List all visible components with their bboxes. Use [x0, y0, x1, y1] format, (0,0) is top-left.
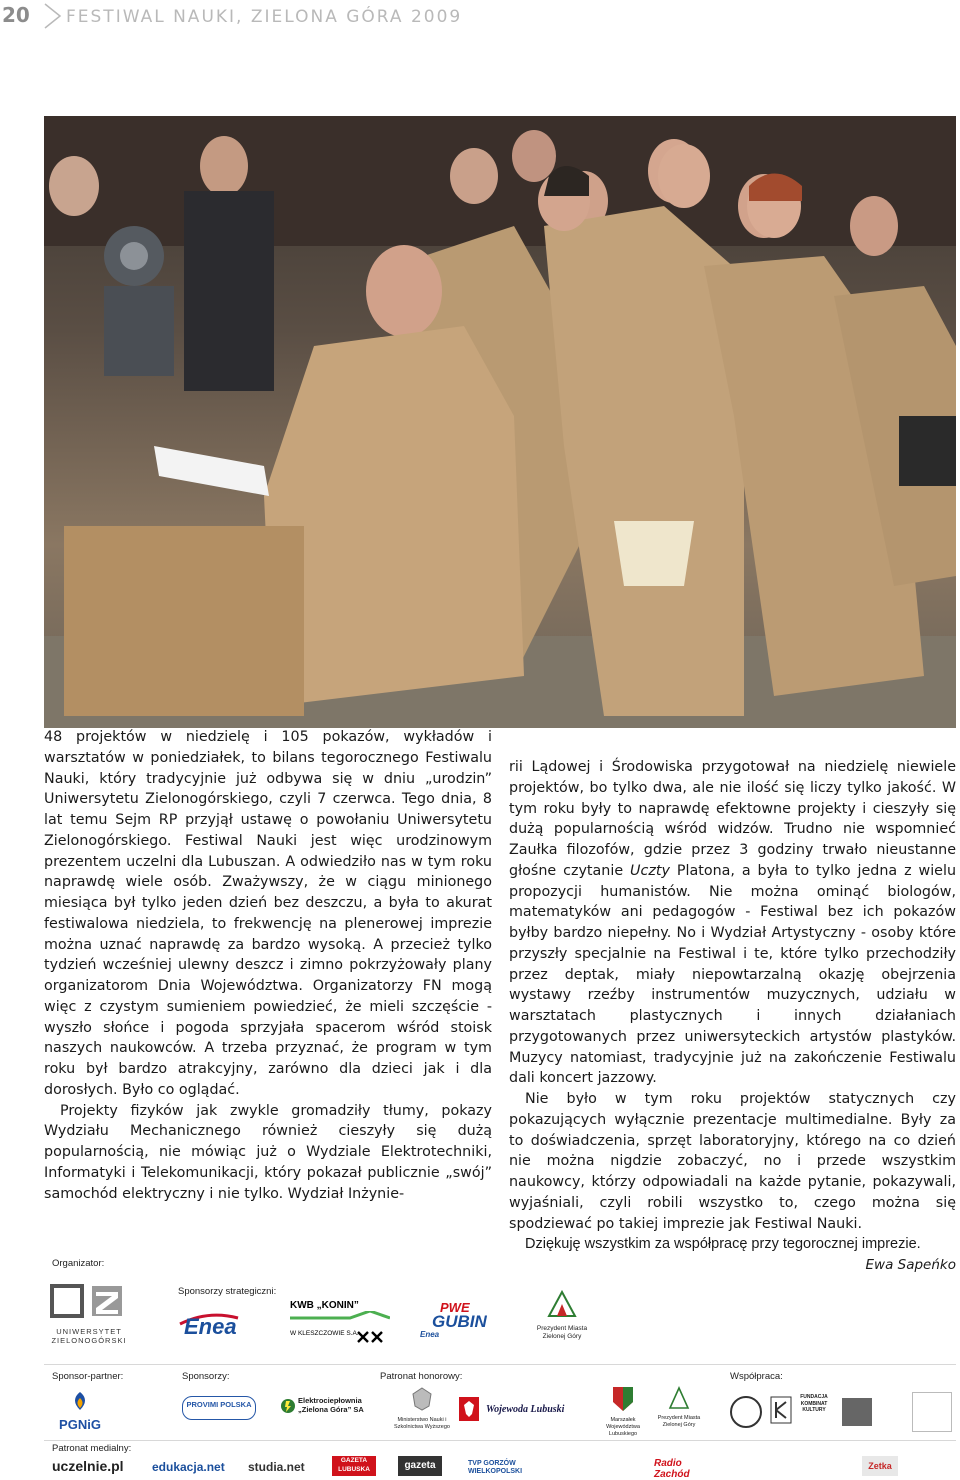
marszalek-logo-text: Marszałek Województwa Lubuskiego	[606, 1417, 640, 1437]
cooperation-grey-logo	[842, 1398, 872, 1426]
hammers-icon	[356, 1330, 386, 1344]
kombinat-kultury-logo: FUNDACJA KOMBINAT KULTURY	[800, 1394, 828, 1413]
ministerstwo-logo	[392, 1386, 452, 1436]
uczelnie-logo: uczelnie.pl	[52, 1458, 124, 1474]
ck-mark-icon	[770, 1396, 792, 1424]
elektrocieplownia-logo-text: Elektrociepłownia „Zielona Góra” SA	[298, 1396, 364, 1414]
article-text: Platona, a była to tylko jedna z wielu propozycji humanistów. Nie można ominąć biologów, matematyków ani pedagogów - Festiwal bez ich pokazów byłby bardzo niepełny. No i Wydział Artystyczny - osoby które przyszły specjalnie na Festiwal i te, które tylko przechodziły przez deptak, miały niepowtarzalną okazję obejrzenia wystawy rzeźby instrumentów muzycznych, udziału w warsztatach plastycznych i innych działaniach przygotowanych przez uniwersyteckich artystów plastyków. Muzycy natomiast, tradycyjnie już na zakończenie Festiwalu dali koncert jazzowy.	[509, 862, 957, 1087]
kwb-logo-text: KWB „KONIN”	[290, 1300, 359, 1311]
article-text: rii Lądowej i Środowiska przygotował na niedzielę niewiele projektów, bo tylko dwa, ale nie ilość się liczy tylko jakość. W tym roku były to naprawdę efektowne projekty i cieszyły się dużą popularnością wśród widzów. Trudno nie wspomnieć Zaułka filozofów, gdzie przez 3 godziny trwało nieustanne głośne czytanie	[509, 759, 956, 879]
page-header	[0, 0, 960, 34]
sponsors-label: Sponsorzy:	[182, 1371, 230, 1382]
festival-photo	[44, 116, 956, 728]
wojewoda-logo	[458, 1396, 574, 1424]
zetka-logo: Zetka	[862, 1456, 898, 1476]
pgnig-logo-text: PGNiG	[59, 1417, 101, 1432]
ministerstwo-logo-text: Ministerstwo Nauki i Szkolnictwa Wyższego	[394, 1417, 450, 1430]
elektrocieplownia-logo	[280, 1394, 380, 1418]
pgnig-logo	[50, 1390, 110, 1430]
cooperation-round-logo	[730, 1396, 762, 1428]
edukacja-logo: edukacja.net	[152, 1460, 225, 1474]
gazeta-logo: gazeta	[398, 1456, 442, 1476]
gazeta-lubuska-logo: GAZETA LUBUSKA	[332, 1456, 376, 1476]
page-number: 20	[2, 3, 30, 27]
article-paragraph	[509, 757, 956, 1089]
cooperation-frame-logo	[912, 1392, 952, 1432]
media-separator	[44, 1440, 956, 1441]
thanks-line: Dziękuję wszystkim za współpracę przy tegorocznej imprezie.	[525, 1236, 921, 1253]
eagle-icon	[458, 1396, 480, 1422]
enea-logo	[178, 1310, 268, 1340]
uz-logo-text: UNIWERSYTET ZIELONOGÓRSKI	[51, 1327, 127, 1345]
kwb-konin-logo	[290, 1300, 390, 1344]
sponsor-separator	[44, 1364, 956, 1365]
city-crest-icon	[547, 1290, 577, 1320]
media-patronage-label: Patronat medialny:	[52, 1443, 132, 1454]
eagle-crest-icon	[411, 1386, 433, 1412]
marszalek-logo	[598, 1386, 648, 1436]
radio-zachod-logo: Radio Zachód	[654, 1458, 690, 1480]
flame-icon	[60, 1390, 100, 1412]
article-column-1	[44, 727, 492, 1204]
prezydent-logo-text: Prezydent Miasta Zielonej Góry	[536, 1325, 588, 1340]
coat-of-arms-icon	[612, 1386, 634, 1412]
eagle-emblem-icon	[44, 1282, 134, 1322]
enea-small-logo-text: Enea	[420, 1330, 440, 1339]
chevron-right-icon	[42, 2, 64, 30]
studia-logo: studia.net	[248, 1460, 305, 1474]
ck-logo	[770, 1396, 792, 1424]
author-signature: Ewa Sapeńko	[865, 1257, 956, 1273]
article-emphasis: Uczty	[630, 862, 670, 879]
wojewoda-logo-text: Wojewoda Lubuski	[486, 1404, 565, 1415]
article-column-2	[509, 757, 956, 1276]
organizer-label: Organizator:	[52, 1258, 105, 1269]
kwb-band-icon	[290, 1311, 390, 1325]
provimi-logo	[182, 1396, 256, 1420]
prezydent-logo	[532, 1290, 592, 1350]
prezydent-small-logo	[654, 1386, 704, 1436]
city-crest-icon	[668, 1386, 690, 1410]
honorary-patronage-label: Patronat honorowy:	[380, 1371, 463, 1382]
uz-logo	[44, 1282, 134, 1346]
pwe-gubin-logo	[418, 1300, 508, 1342]
gubin-logo-text: GUBIN	[432, 1312, 487, 1331]
enea-logo-text: Enea	[184, 1314, 237, 1339]
article-paragraph: Projekty fizyków jak zwykle gromadziły tłumy, pokazy Wydziału Mechanicznego również cieszyły się dużą popularnością, nie mówiąc już o Wydziale Elektrotechniki, Informatyki i Telekomunikacji, który pokazał publicznie „swój” samochód elektryczny i nie tylko. Wydział Inżynie-	[44, 1102, 492, 1202]
provimi-logo-text: PROVIMI POLSKA	[186, 1400, 252, 1409]
power-plant-icon	[280, 1398, 296, 1414]
tvp-logo: TVP GORZÓW WIELKOPOLSKI	[468, 1460, 523, 1475]
cooperation-label: Współpraca:	[730, 1371, 783, 1382]
strategic-sponsors-label: Sponsorzy strategiczni:	[178, 1286, 277, 1297]
sponsor-partner-label: Sponsor-partner:	[52, 1371, 124, 1382]
article-paragraph: 48 projektów w niedzielę i 105 pokazów, wykładów i warsztatów w poniedziałek, to bilans tegorocznego Festiwalu Nauki, który tradycyjnie już odbywa się w dniu „urodzin” Uniwersytetu Zielonogórskiego, czyli 7 czerwca. Tego dnia, 8 lat temu Sejm RP przyjął ustawę o powołaniu Uniwersytetu Zielonogórskiego. Festiwal Nauki jest więc urodzinowym prezentem uczelni dla Lubuszan. A odwiedziło nas w tym roku naprawdę wiele osób. Zważywszy, że w ciągu minionego miesiąca był tylko jeden dzień bez deszczu, a była to akurat festiwalowa niedziela, to frekwencję na plenerowej imprezie można uznać naprawdę za bardzo wysoką. A przecież tylko tydzień wcześniej ulewny deszcz i zimno pokrzyżowały plany organizatorom Dnia Województwa. Organizatorzy FN mogą więc z czystym sumieniem powiedzieć, że mieli szczęście - wyszło słońce i pogoda sprzyjała spacerom wśród stoisk naszych naukowców. A trzeba przyznać, że program w tym roku był bardzo atrakcyjny, zarówno dla dzieci jak i dla dorosłych. Było co oglądać.	[44, 729, 492, 1098]
article-paragraph: Nie było w tym roku projektów statycznych czy pokazujących wyłącznie prezentacje multimedialne. Były za to doświadczenia, sprzęt laboratoryjny, którego na co dzień nie można nigdzie zobaczyć, no i przede wszystkim naukowcy, którzy odpowiadali na każde pytanie, pokazywali, wyjaśniali, czyli robili wszystko to, czego można się spodziewać po takiej imprezie jak Festiwal Nauki.	[509, 1091, 956, 1232]
page-header-title: FESTIWAL NAUKI, ZIELONA GÓRA 2009	[66, 7, 463, 27]
prezydent-small-logo-text: Prezydent Miasta Zielonej Góry	[657, 1415, 701, 1428]
pwe-logo-text: PWE	[440, 1300, 470, 1315]
kwb-logo-subtext: W KLESZCZOWIE S.A.	[290, 1330, 359, 1337]
